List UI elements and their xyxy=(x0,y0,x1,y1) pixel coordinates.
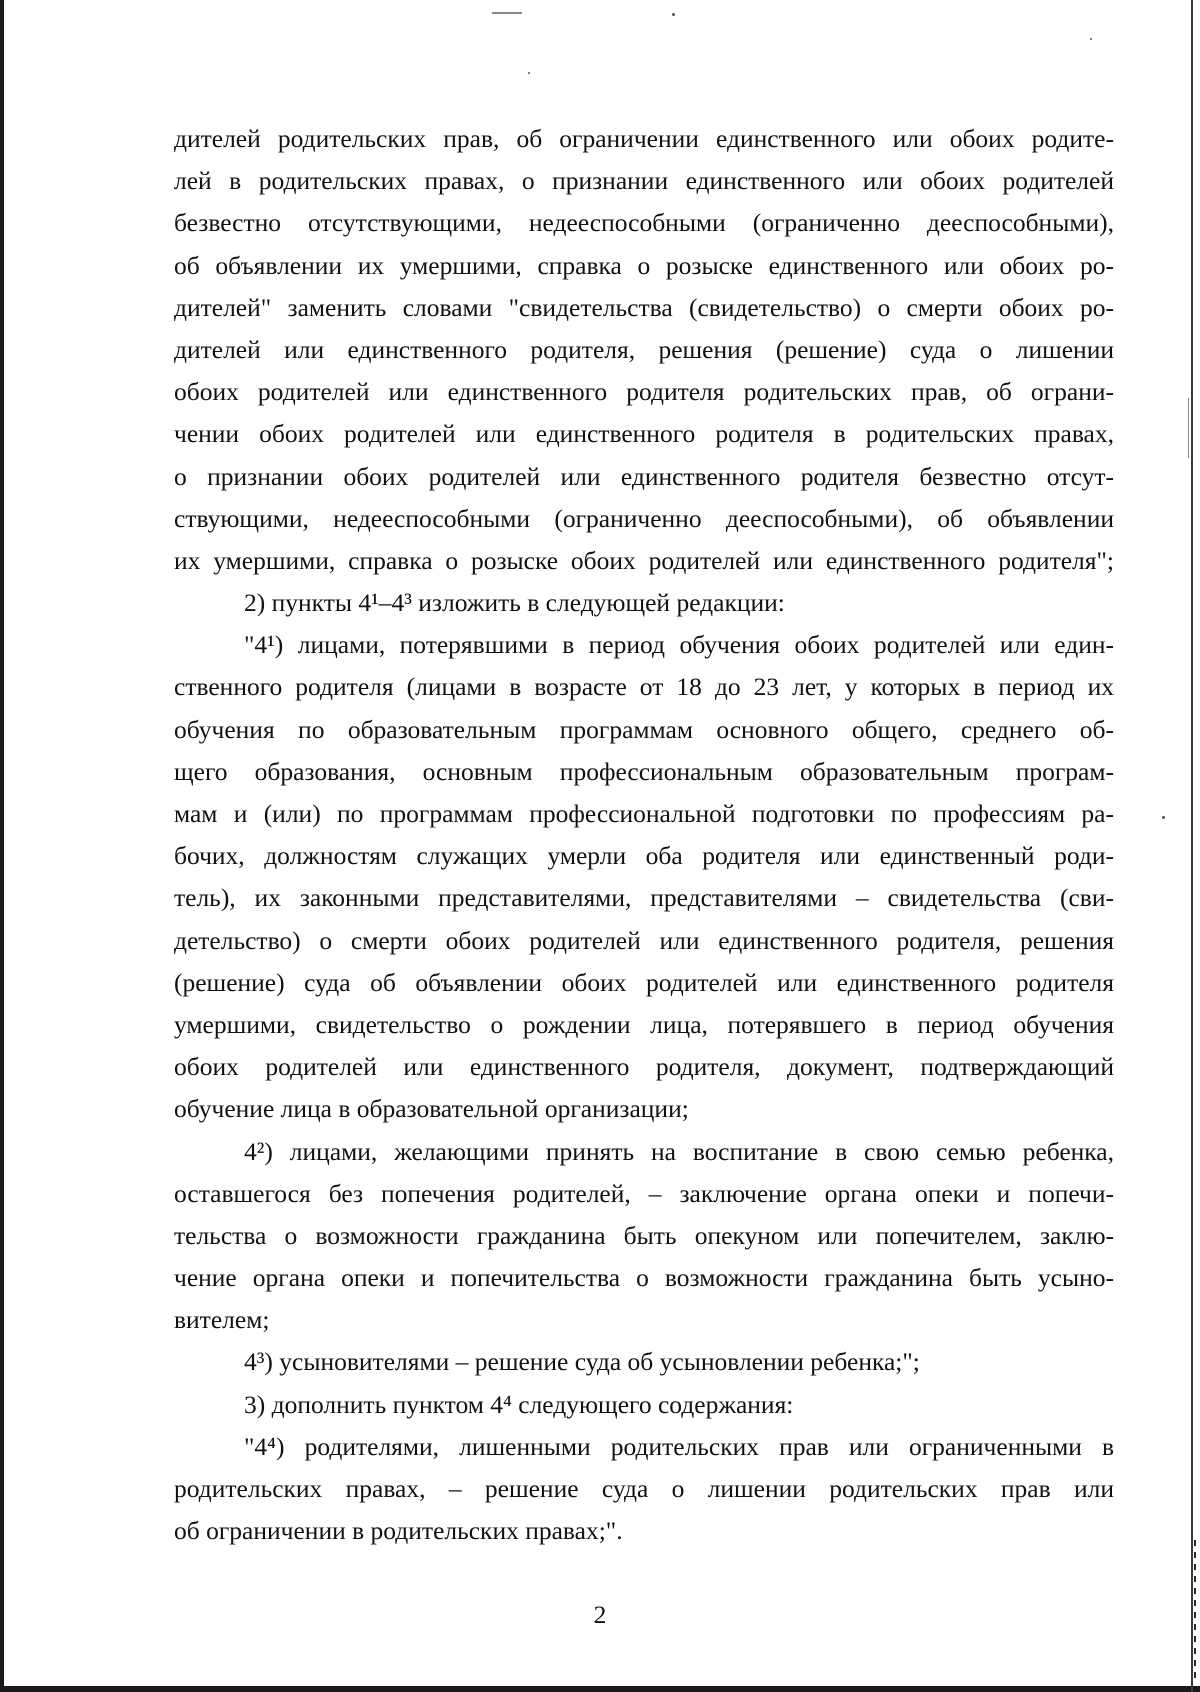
text-line: (решение) суда об объявлении обоих родителей или единственного родителя xyxy=(174,967,1114,997)
text-line: 3) дополнить пунктом 4⁴ следующего содержания: xyxy=(244,1389,794,1419)
text-line: 4³) усыновителями – решение суда об усыновлении ребенка;"; xyxy=(244,1347,920,1377)
text-line: умершими, свидетельство о рождении лица, потерявшего в период обучения xyxy=(174,1009,1114,1039)
text-line: бочих, должностям служащих умерли оба родителя или единственный роди- xyxy=(174,841,1114,871)
text-line: обучения по образовательным программам основного общего, среднего об- xyxy=(174,714,1114,744)
text-line: "4¹) лицами, потерявшими в период обучения обоих родителей или един- xyxy=(244,630,1114,660)
text-line: 4²) лицами, желающими принять на воспитание в свою семью ребенка, xyxy=(244,1136,1114,1166)
text-line: дителей родительских прав, об ограничении единственного или обоих родите- xyxy=(174,124,1114,153)
text-line: дителей" заменить словами "свидетельства (свидетельство) о смерти обоих ро- xyxy=(174,292,1114,322)
text-line: тель), их законными представителями, представителями – свидетельства (сви- xyxy=(174,883,1114,913)
text-line: тельства о возможности гражданина быть опекуном или попечителем, заклю- xyxy=(174,1220,1114,1250)
text-line: об объявлении их умершими, справка о розыске единственного или обоих ро- xyxy=(174,250,1114,280)
text-line: родительских правах, – решение суда о лишении родительских прав или xyxy=(174,1474,1114,1503)
text-line: о признании обоих родителей или единственного родителя безвестно отсут- xyxy=(174,461,1114,491)
text-line: безвестно отсутствующими, недееспособными (ограниченно дееспособными), xyxy=(174,208,1114,238)
scan-edge-bottom xyxy=(0,1686,1200,1692)
text-line: об ограничении в родительских правах;". xyxy=(174,1516,623,1546)
scan-edge-right xyxy=(1191,0,1193,1692)
text-line: оставшегося без попечения родителей, – заключение органа опеки и попечи- xyxy=(174,1178,1114,1208)
text-line: вителем; xyxy=(174,1305,270,1335)
text-line: чении обоих родителей или единственного родителя в родительских правах, xyxy=(174,419,1114,449)
scan-artifact xyxy=(1090,38,1092,40)
text-line: детельство) о смерти обоих родителей или единственного родителя, решения xyxy=(174,925,1114,955)
document-body xyxy=(174,118,1114,1552)
scan-edge-left xyxy=(0,0,4,1692)
text-line: ственного родителя (лицами в возрасте от 18 до 23 лет, у которых в период их xyxy=(174,672,1114,702)
text-line: ствующими, недееспособными (ограниченно дееспособными), об объявлении xyxy=(174,503,1114,533)
text-line: обучение лица в образовательной организации; xyxy=(174,1094,689,1124)
scan-artifact xyxy=(672,13,675,16)
text-line: обоих родителей или единственного родителя, документ, подтверждающий xyxy=(174,1052,1114,1082)
text-line: дителей или единственного родителя, решения (решение) суда о лишении xyxy=(174,334,1114,364)
text-line: щего образования, основным профессиональным образовательным програм- xyxy=(174,756,1114,786)
text-line: мам и (или) по программам профессиональной подготовки по профессиям ра- xyxy=(174,799,1114,828)
scan-artifact xyxy=(1188,398,1189,458)
text-line: 2) пункты 4¹–4³ изложить в следующей редакции: xyxy=(244,588,785,618)
scan-artifact xyxy=(492,12,522,14)
text-line: обоих родителей или единственного родителя родительских прав, об ограни- xyxy=(174,377,1114,407)
text-line: "4⁴) родителями, лишенными родительских прав или ограниченными в xyxy=(244,1431,1114,1461)
scan-artifact xyxy=(1162,816,1165,819)
scan-artifact xyxy=(528,72,530,74)
page-number: 2 xyxy=(593,1600,607,1629)
text-line: чение органа опеки и попечительства о возможности гражданина быть усыно- xyxy=(174,1263,1114,1293)
text-line: лей в родительских правах, о признании единственного или обоих родителей xyxy=(174,166,1114,196)
text-line: их умершими, справка о розыске обоих родителей или единственного родителя"; xyxy=(174,545,1114,575)
